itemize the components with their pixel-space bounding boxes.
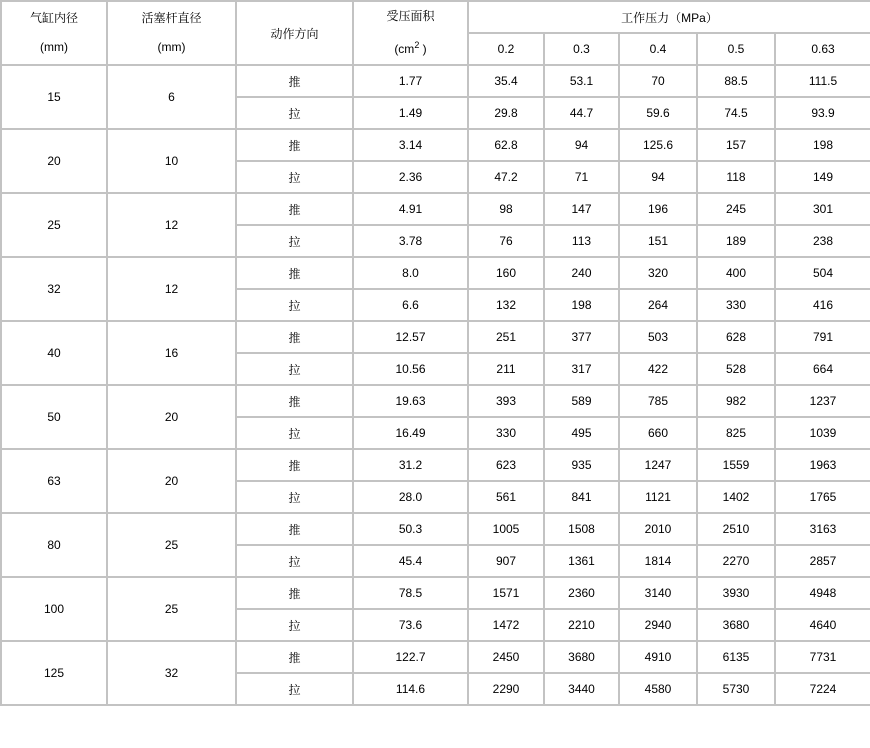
area-cell: 12.57	[353, 321, 468, 353]
rod-cell: 16	[107, 321, 236, 385]
force-cell: 157	[697, 129, 775, 161]
area-cell: 6.6	[353, 289, 468, 321]
force-cell: 317	[544, 353, 619, 385]
direction-cell: 拉	[236, 97, 353, 129]
area-cell: 3.78	[353, 225, 468, 257]
force-cell: 4580	[619, 673, 697, 705]
direction-title: 动作方向	[270, 26, 319, 41]
force-cell: 935	[544, 449, 619, 481]
force-cell: 44.7	[544, 97, 619, 129]
rod-unit: (mm)	[157, 40, 186, 54]
direction-cell: 推	[236, 449, 353, 481]
force-cell: 1571	[468, 577, 544, 609]
force-cell: 628	[697, 321, 775, 353]
force-cell: 2270	[697, 545, 775, 577]
table-header	[1, 1, 870, 65]
force-cell: 495	[544, 417, 619, 449]
force-cell: 301	[775, 193, 870, 225]
pressure-value-header: 0.3	[544, 33, 619, 65]
pressure-value-header: 0.4	[619, 33, 697, 65]
table-body	[1, 65, 870, 705]
force-cell: 2857	[775, 545, 870, 577]
rod-cell: 6	[107, 65, 236, 129]
area-cell: 73.6	[353, 609, 468, 641]
pressure-value-header: 0.63	[775, 33, 870, 65]
direction-cell: 拉	[236, 481, 353, 513]
rod-cell: 25	[107, 513, 236, 577]
direction-cell: 推	[236, 577, 353, 609]
direction-cell: 拉	[236, 673, 353, 705]
force-cell: 982	[697, 385, 775, 417]
force-cell: 76	[468, 225, 544, 257]
bore-cell: 63	[1, 449, 107, 513]
rod-cell: 32	[107, 641, 236, 705]
direction-cell: 拉	[236, 609, 353, 641]
force-cell: 330	[697, 289, 775, 321]
force-cell: 791	[775, 321, 870, 353]
table-row	[1, 449, 870, 481]
force-cell: 88.5	[697, 65, 775, 97]
force-cell: 7224	[775, 673, 870, 705]
rod-cell: 12	[107, 257, 236, 321]
pressure-title: 工作压力（MPa）	[621, 10, 718, 25]
force-cell: 149	[775, 161, 870, 193]
force-cell: 2010	[619, 513, 697, 545]
pressure-value-header: 0.2	[468, 33, 544, 65]
force-cell: 47.2	[468, 161, 544, 193]
direction-cell: 推	[236, 193, 353, 225]
area-cell: 19.63	[353, 385, 468, 417]
force-cell: 3930	[697, 577, 775, 609]
area-cell: 1.49	[353, 97, 468, 129]
force-cell: 118	[697, 161, 775, 193]
bore-title: 气缸内径	[29, 11, 78, 25]
area-cell: 50.3	[353, 513, 468, 545]
force-cell: 320	[619, 257, 697, 289]
force-cell: 93.9	[775, 97, 870, 129]
area-cell: 2.36	[353, 161, 468, 193]
force-cell: 416	[775, 289, 870, 321]
force-cell: 53.1	[544, 65, 619, 97]
force-cell: 1472	[468, 609, 544, 641]
direction-cell: 推	[236, 65, 353, 97]
area-title: 受压面积	[386, 9, 435, 23]
force-cell: 198	[775, 129, 870, 161]
force-cell: 74.5	[697, 97, 775, 129]
force-cell: 29.8	[468, 97, 544, 129]
direction-cell: 拉	[236, 289, 353, 321]
force-cell: 1963	[775, 449, 870, 481]
table-row	[1, 257, 870, 289]
force-cell: 94	[544, 129, 619, 161]
area-cell: 4.91	[353, 193, 468, 225]
force-cell: 189	[697, 225, 775, 257]
table-row	[1, 577, 870, 609]
force-cell: 1361	[544, 545, 619, 577]
direction-cell: 推	[236, 321, 353, 353]
area-cell: 3.14	[353, 129, 468, 161]
force-cell: 3680	[544, 641, 619, 673]
force-cell: 111.5	[775, 65, 870, 97]
force-cell: 1005	[468, 513, 544, 545]
force-cell: 907	[468, 545, 544, 577]
force-cell: 35.4	[468, 65, 544, 97]
area-cell: 28.0	[353, 481, 468, 513]
force-cell: 4910	[619, 641, 697, 673]
column-header-area	[353, 1, 468, 65]
direction-cell: 拉	[236, 161, 353, 193]
force-cell: 3440	[544, 673, 619, 705]
rod-cell: 10	[107, 129, 236, 193]
area-unit: ($cm^2$ )	[394, 40, 427, 56]
force-cell: 1237	[775, 385, 870, 417]
area-cell: 10.56	[353, 353, 468, 385]
force-cell: 1402	[697, 481, 775, 513]
column-header-pressure	[468, 1, 870, 33]
area-cell: 45.4	[353, 545, 468, 577]
force-cell: 1559	[697, 449, 775, 481]
force-cell: 623	[468, 449, 544, 481]
force-cell: 196	[619, 193, 697, 225]
table-row	[1, 385, 870, 417]
force-cell: 1039	[775, 417, 870, 449]
direction-cell: 拉	[236, 417, 353, 449]
force-cell: 1121	[619, 481, 697, 513]
bore-cell: 125	[1, 641, 107, 705]
force-cell: 264	[619, 289, 697, 321]
area-cell: 114.6	[353, 673, 468, 705]
column-header-rod	[107, 1, 236, 65]
table-row	[1, 129, 870, 161]
force-cell: 664	[775, 353, 870, 385]
area-cell: 1.77	[353, 65, 468, 97]
force-cell: 2360	[544, 577, 619, 609]
force-cell: 59.6	[619, 97, 697, 129]
direction-cell: 推	[236, 257, 353, 289]
force-cell: 1247	[619, 449, 697, 481]
force-cell: 330	[468, 417, 544, 449]
force-cell: 251	[468, 321, 544, 353]
force-cell: 70	[619, 65, 697, 97]
force-cell: 1765	[775, 481, 870, 513]
force-cell: 132	[468, 289, 544, 321]
direction-cell: 推	[236, 385, 353, 417]
direction-cell: 推	[236, 641, 353, 673]
force-cell: 503	[619, 321, 697, 353]
force-cell: 7731	[775, 641, 870, 673]
table-row	[1, 321, 870, 353]
force-cell: 94	[619, 161, 697, 193]
force-cell: 5730	[697, 673, 775, 705]
force-cell: 2290	[468, 673, 544, 705]
force-cell: 1508	[544, 513, 619, 545]
direction-cell: 推	[236, 129, 353, 161]
force-cell: 4640	[775, 609, 870, 641]
area-cell: 122.7	[353, 641, 468, 673]
column-header-direction	[236, 1, 353, 65]
force-cell: 2450	[468, 641, 544, 673]
force-cell: 245	[697, 193, 775, 225]
rod-cell: 12	[107, 193, 236, 257]
bore-cell: 50	[1, 385, 107, 449]
rod-cell: 20	[107, 449, 236, 513]
bore-cell: 15	[1, 65, 107, 129]
force-cell: 113	[544, 225, 619, 257]
rod-cell: 20	[107, 385, 236, 449]
bore-cell: 80	[1, 513, 107, 577]
force-cell: 71	[544, 161, 619, 193]
force-cell: 504	[775, 257, 870, 289]
force-cell: 62.8	[468, 129, 544, 161]
force-cell: 160	[468, 257, 544, 289]
direction-cell: 拉	[236, 353, 353, 385]
force-cell: 561	[468, 481, 544, 513]
rod-cell: 25	[107, 577, 236, 641]
bore-cell: 40	[1, 321, 107, 385]
table-row	[1, 65, 870, 97]
force-cell: 393	[468, 385, 544, 417]
force-cell: 3140	[619, 577, 697, 609]
pressure-value-header: 0.5	[697, 33, 775, 65]
bore-unit: (mm)	[40, 40, 68, 54]
area-cell: 31.2	[353, 449, 468, 481]
table-row	[1, 513, 870, 545]
force-cell: 660	[619, 417, 697, 449]
force-cell: 211	[468, 353, 544, 385]
bore-cell: 20	[1, 129, 107, 193]
force-cell: 528	[697, 353, 775, 385]
direction-cell: 拉	[236, 225, 353, 257]
table-row	[1, 193, 870, 225]
direction-cell: 推	[236, 513, 353, 545]
area-cell: 8.0	[353, 257, 468, 289]
force-cell: 6135	[697, 641, 775, 673]
force-cell: 2510	[697, 513, 775, 545]
column-header-bore	[1, 1, 107, 65]
bore-cell: 25	[1, 193, 107, 257]
table-row	[1, 641, 870, 673]
force-cell: 198	[544, 289, 619, 321]
force-cell: 3163	[775, 513, 870, 545]
header-row-main	[1, 1, 870, 33]
force-cell: 825	[697, 417, 775, 449]
area-cell: 16.49	[353, 417, 468, 449]
force-cell: 147	[544, 193, 619, 225]
force-cell: 422	[619, 353, 697, 385]
force-cell: 151	[619, 225, 697, 257]
direction-cell: 拉	[236, 545, 353, 577]
force-cell: 1814	[619, 545, 697, 577]
force-cell: 4948	[775, 577, 870, 609]
force-cell: 841	[544, 481, 619, 513]
rod-title: 活塞杆直径	[141, 11, 202, 25]
area-cell: 78.5	[353, 577, 468, 609]
force-cell: 400	[697, 257, 775, 289]
force-cell: 238	[775, 225, 870, 257]
force-cell: 589	[544, 385, 619, 417]
force-cell: 3680	[697, 609, 775, 641]
force-cell: 2210	[544, 609, 619, 641]
force-cell: 240	[544, 257, 619, 289]
bore-cell: 32	[1, 257, 107, 321]
force-cell: 785	[619, 385, 697, 417]
force-cell: 98	[468, 193, 544, 225]
bore-cell: 100	[1, 577, 107, 641]
force-cell: 125.6	[619, 129, 697, 161]
force-cell: 2940	[619, 609, 697, 641]
force-cell: 377	[544, 321, 619, 353]
